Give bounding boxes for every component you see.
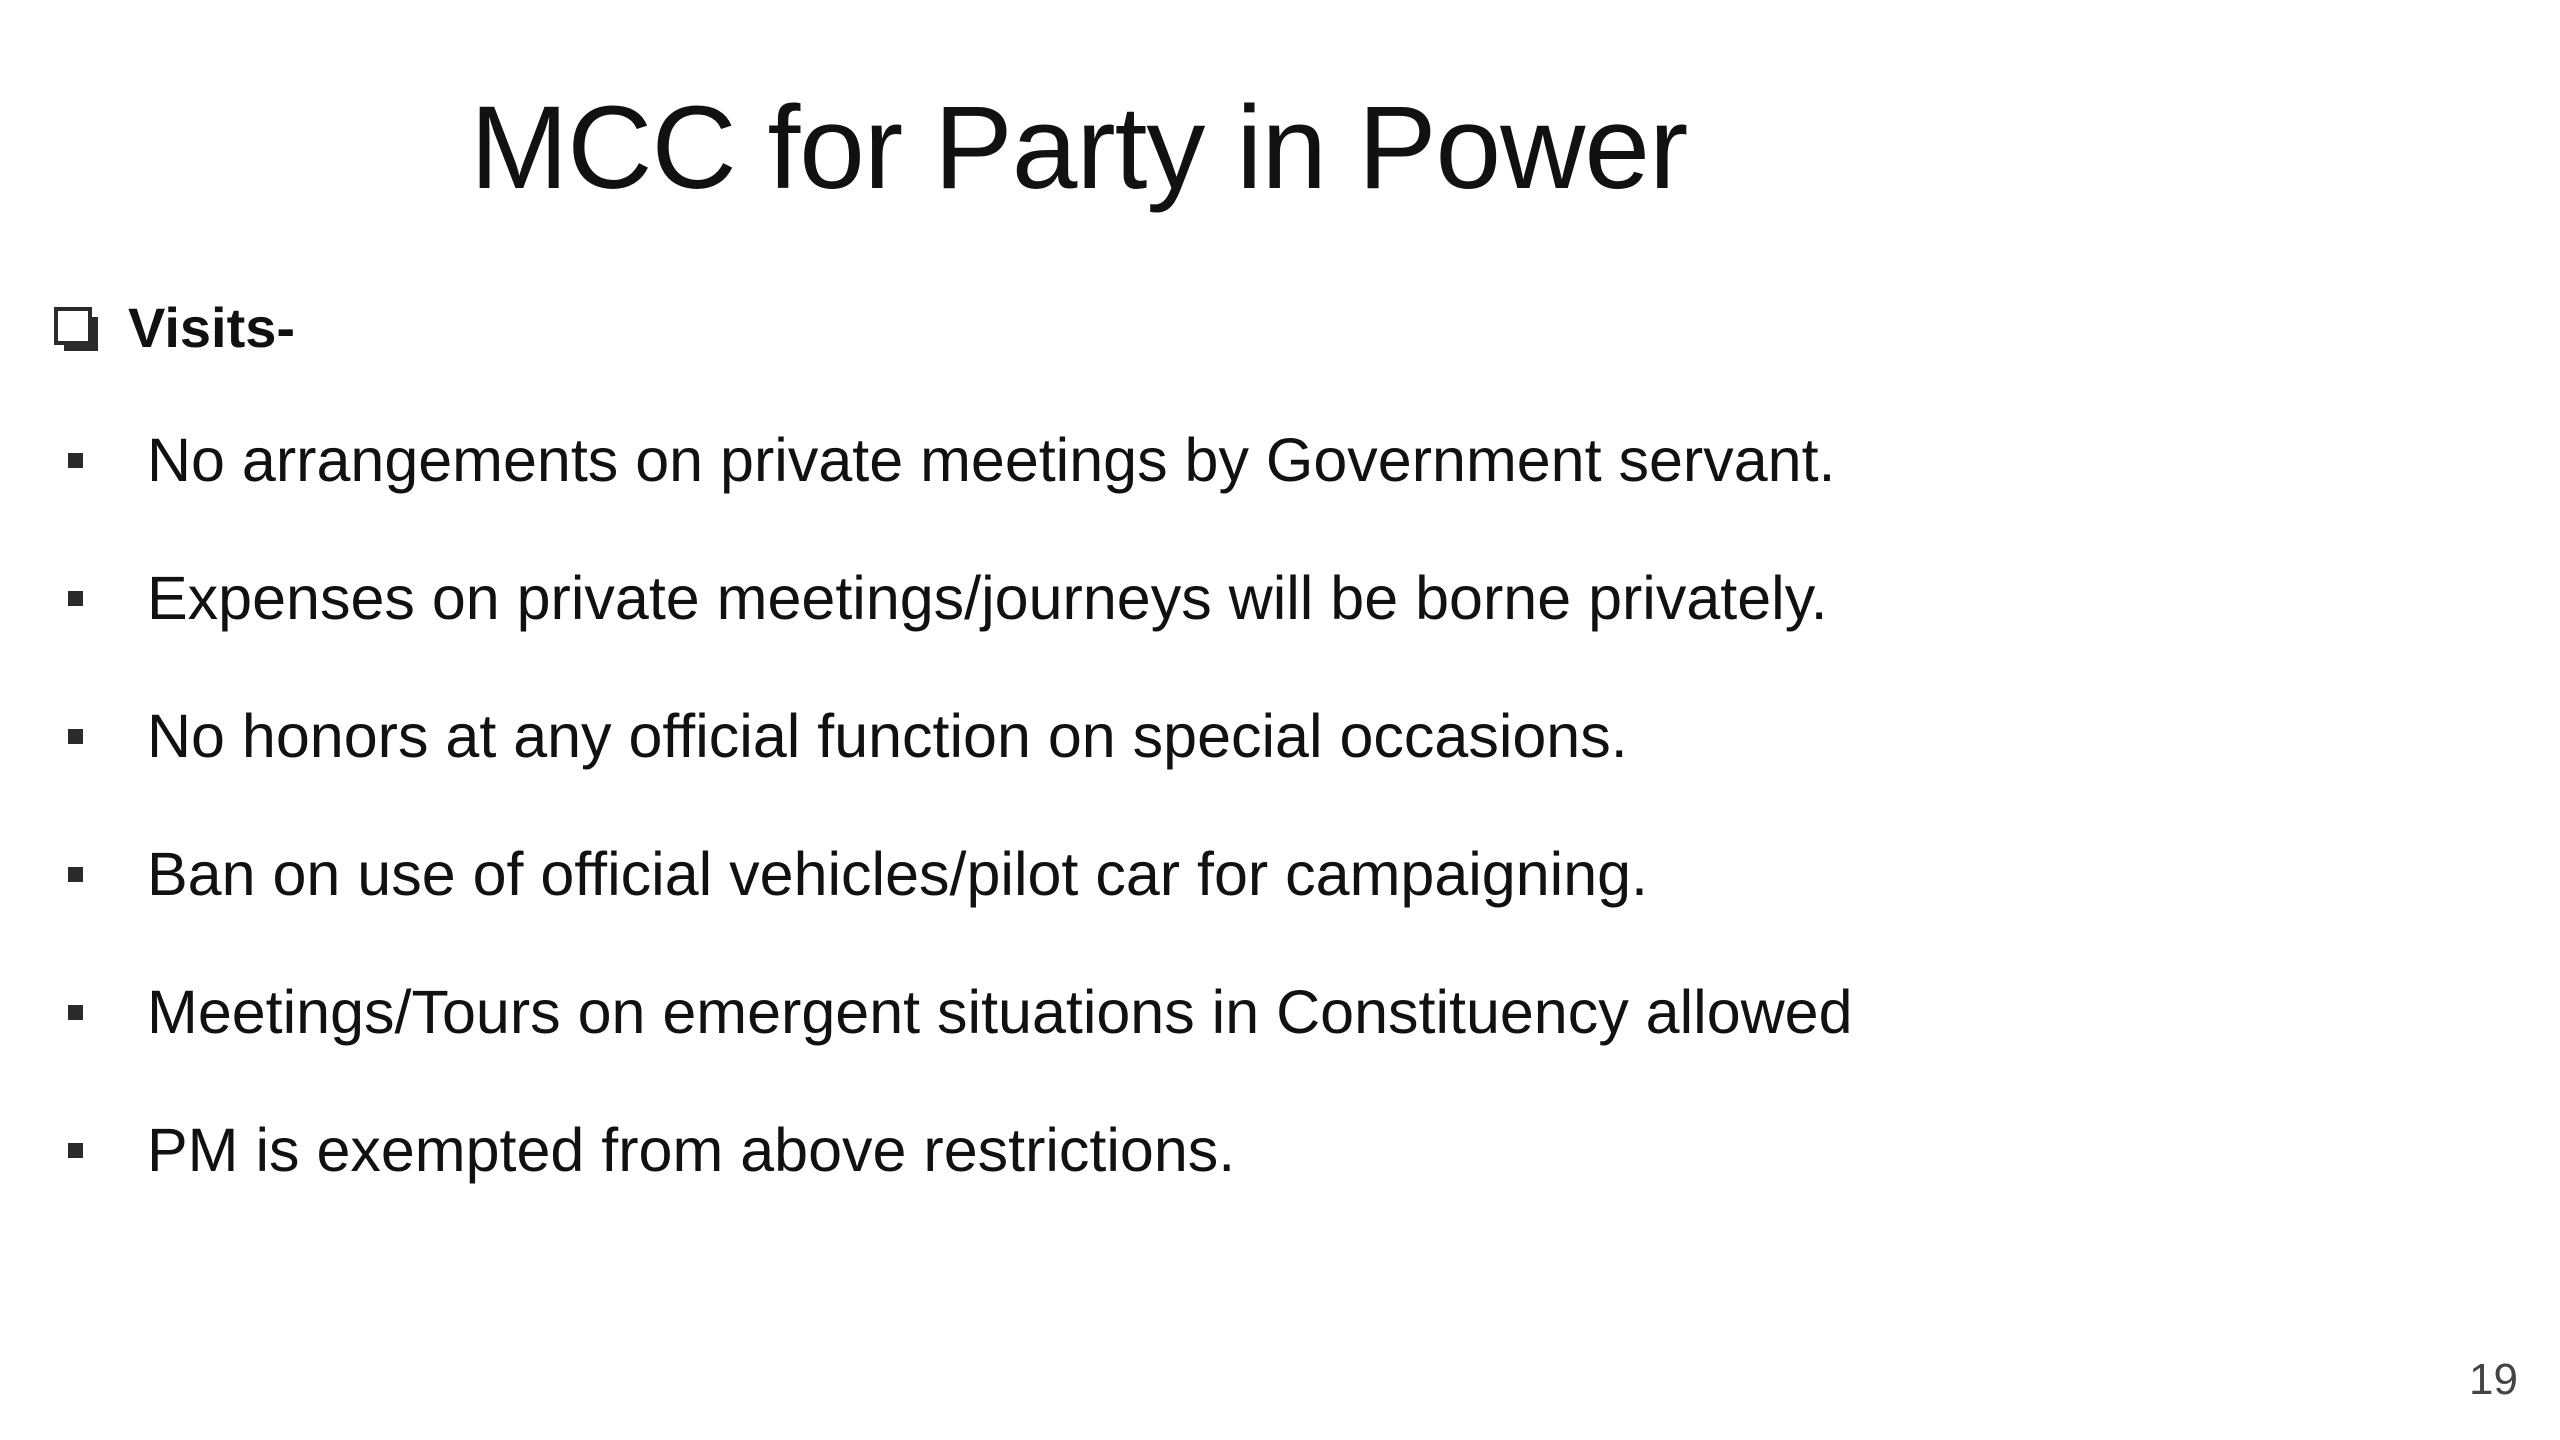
list-item	[68, 422, 1836, 498]
bullet-text: Meetings/Tours on emergent situations in Constituency allowed	[147, 978, 1853, 1046]
list-item	[68, 836, 1648, 912]
bullet-text: No arrangements on private meetings by Government servant.	[147, 426, 1836, 494]
section-heading	[54, 292, 295, 364]
bullet-text: Expenses on private meetings/journeys will be borne privately.	[147, 564, 1828, 632]
square-bullet-icon	[68, 453, 83, 468]
square-bullet-icon	[68, 1005, 83, 1020]
list-item	[68, 698, 1628, 774]
section-label: Visits-	[128, 296, 296, 359]
square-bullet-icon	[68, 591, 83, 606]
square-bullet-icon	[68, 1143, 83, 1158]
bullet-text: Ban on use of official vehicles/pilot car for campaigning.	[147, 840, 1648, 908]
list-item	[68, 560, 1828, 636]
checkbox-square-icon	[54, 307, 96, 349]
list-item	[68, 1112, 1235, 1188]
square-bullet-icon	[68, 729, 83, 744]
square-bullet-icon	[68, 867, 83, 882]
list-item	[68, 974, 1853, 1050]
slide-title: MCC for Party in Power	[470, 82, 1688, 214]
page-number: 19	[2469, 1355, 2518, 1404]
bullet-text: No honors at any official function on special occasions.	[147, 702, 1628, 770]
bullet-text: PM is exempted from above restrictions.	[147, 1116, 1236, 1184]
